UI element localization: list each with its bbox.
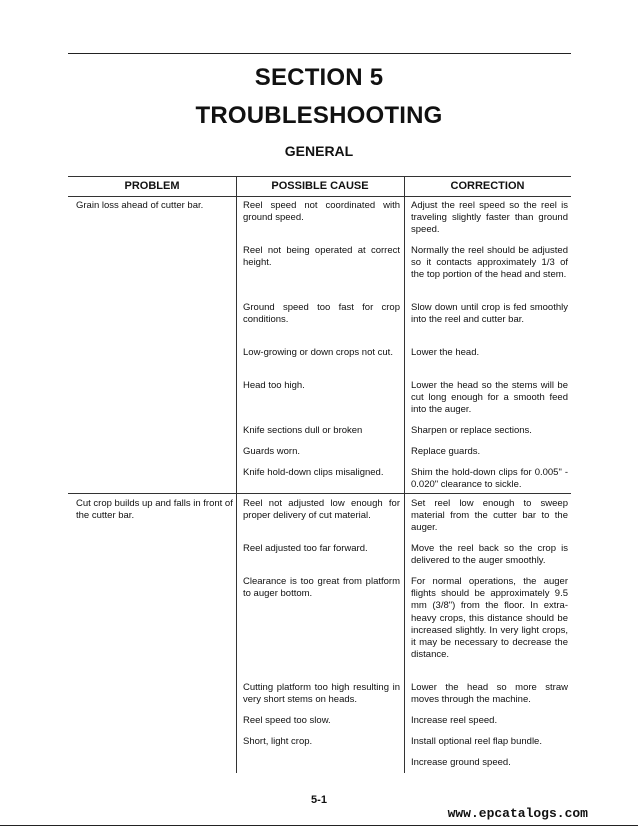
- correction-cell: Slow down until crop is fed smoothly into the reel and cutter bar.: [411, 302, 568, 326]
- cause-cell: Reel not being operated at correct height.: [243, 245, 400, 269]
- correction-cell: Set reel low enough to sweep material from the cutter bar to the auger.: [411, 498, 568, 534]
- cause-cell: Cutting platform too high resulting in very short stems on heads.: [243, 682, 400, 706]
- correction-cell: Sharpen or replace sections.: [411, 425, 532, 436]
- section-number: SECTION 5: [254, 64, 384, 91]
- column-divider-2: [404, 176, 405, 773]
- column-divider-1: [236, 176, 237, 773]
- cause-cell: Head too high.: [243, 380, 305, 391]
- cause-cell: Low-growing or down crops not cut.: [243, 347, 393, 358]
- cause-cell: Ground speed too fast for crop conditions.: [243, 302, 400, 326]
- correction-cell: Normally the reel should be adjusted so it contacts approximately 1/3 of the top portion of the head and stem.: [411, 245, 568, 281]
- column-header-correction: CORRECTION: [450, 180, 525, 192]
- cause-cell: Reel speed not coordinated with ground speed.: [243, 200, 400, 224]
- correction-cell: Install optional reel flap bundle.: [411, 736, 542, 747]
- correction-cell: Lower the head so more straw moves through the machine.: [411, 682, 568, 706]
- cause-cell: Knife hold-down clips misaligned.: [243, 467, 384, 478]
- cause-cell: Reel speed too slow.: [243, 715, 331, 726]
- cause-cell: Reel adjusted too far forward.: [243, 543, 368, 554]
- correction-cell: Lower the head.: [411, 347, 480, 358]
- correction-cell: Increase ground speed.: [411, 757, 511, 768]
- correction-cell: Adjust the reel speed so the reel is traveling slightly faster than ground speed.: [411, 200, 568, 236]
- correction-cell: Lower the head so the stems will be cut long enough for a smooth feed into the auger.: [411, 380, 568, 416]
- page-number: 5-1: [311, 794, 327, 806]
- table-group-divider: [68, 493, 571, 494]
- cause-cell: Short, light crop.: [243, 736, 313, 747]
- problem-cell: Grain loss ahead of cutter bar.: [76, 200, 204, 211]
- correction-cell: Increase reel speed.: [411, 715, 498, 726]
- column-header-problem: PROBLEM: [124, 180, 180, 192]
- cause-cell: Guards worn.: [243, 446, 301, 457]
- cause-cell: Reel not adjusted low enough for proper delivery of cut material.: [243, 498, 400, 522]
- watermark: www.epcatalogs.com: [447, 806, 588, 821]
- correction-cell: Move the reel back so the crop is delivered to the auger smoothly.: [411, 543, 568, 567]
- column-header-cause: POSSIBLE CAUSE: [271, 180, 369, 192]
- cause-cell: Clearance is too great from platform to auger bottom.: [243, 576, 400, 600]
- table-top-border: [68, 176, 571, 177]
- table-header-border: [68, 196, 571, 197]
- page-subtitle: GENERAL: [284, 143, 354, 159]
- top-rule: [68, 53, 571, 54]
- cause-cell: Knife sections dull or broken: [243, 425, 363, 436]
- bottom-rule: [0, 825, 638, 826]
- correction-cell: Replace guards.: [411, 446, 481, 457]
- page-title: TROUBLESHOOTING: [195, 102, 443, 129]
- correction-cell: Shim the hold-down clips for 0.005" - 0.020" clearance to sickle.: [411, 467, 568, 491]
- problem-cell: Cut crop builds up and falls in front of the cutter bar.: [76, 498, 233, 522]
- correction-cell: For normal operations, the auger flights should be approximately 9.5 mm (3/8") from the floor. In extra-heavy crops, this distance should be increased slightly. In very light crops, it may be necessary to decrease the distance.: [411, 576, 568, 661]
